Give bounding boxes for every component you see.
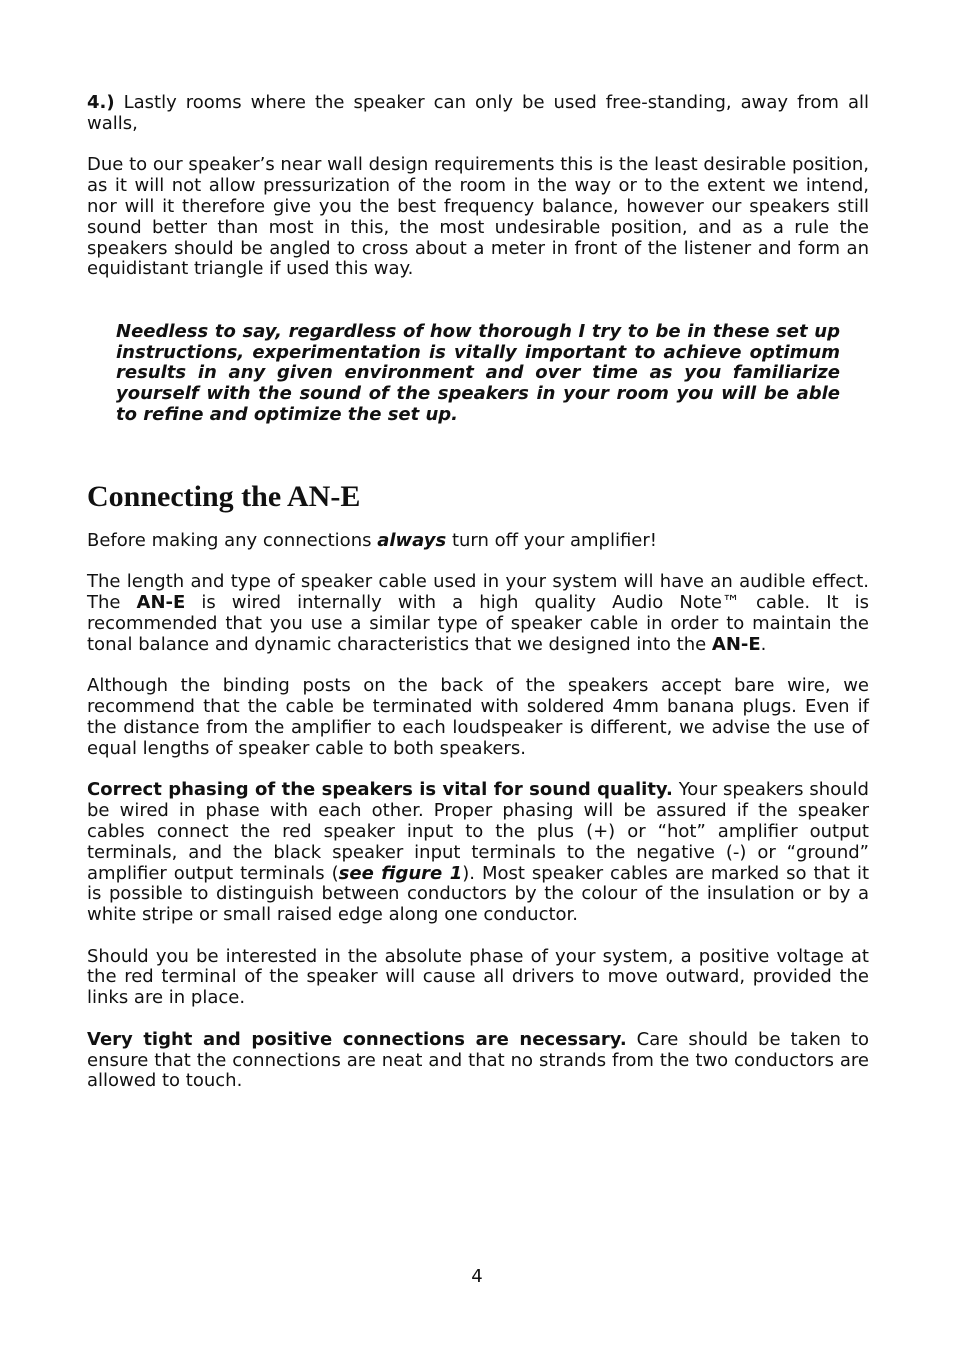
paragraph-placement-description: Due to our speaker’s near wall design requirements this is the least desirable position, as it will not allow pressurization of the room in the way or to the extent we intend, nor will it therefore give you the best frequency balance, however our speakers still sound better than most in this, the most undesirable position, and as a rule the speakers should be angled to cross about a meter in front of the listener and form an equidistant triangle if used this way. <box>87 154 869 280</box>
tight-text: Care should be taken to ensure that the connections are neat and that no strands from the two conductors are allowed to touch. <box>87 1028 869 1092</box>
tight-lead: Very tight and positive connections are necessary. <box>87 1028 627 1050</box>
page-content <box>87 93 869 1113</box>
model-name: AN-E <box>711 633 761 655</box>
paragraph-free-standing <box>87 93 869 135</box>
paragraph-tight-connections <box>87 1030 869 1092</box>
item-number: 4.) <box>87 92 115 113</box>
paragraph-speaker-cable <box>87 572 869 655</box>
paragraph-amplifier-warning <box>87 531 869 552</box>
cable-text-a: The length and type of speaker cable used in your system will have an audible effect. The <box>87 571 869 614</box>
experimentation-note: Needless to say, regardless of how thorough I try to be in these set up instructions, experimentation is vitally important to achieve optimum results in any given environment and over time as you familiarize yourself with the sound of the speakers in your room you will be able to refine and optimize the set up. <box>116 320 840 425</box>
model-name: AN-E <box>136 592 186 614</box>
figure-reference: see figure 1 <box>338 862 463 884</box>
phasing-text-a: Your speakers should be wired in phase with each other. Proper phasing will be assured if the speaker cables connect the red speaker input to the plus (+) or “hot” amplifier output terminals, and the black speaker input terminals to the negative (-) or “ground” amplifier output terminals ( <box>87 779 869 884</box>
warning-emphasis: always <box>377 529 447 551</box>
paragraph-binding-posts: Although the binding posts on the back of the speakers accept bare wire, we recommend that the cable be terminated with soldered 4mm banana plugs. Even if the distance from the amplifier to each loudspeaker is different, we advise the use of equal lengths of speaker cable to both speakers. <box>87 675 869 759</box>
paragraph-phasing <box>87 780 869 926</box>
item-text: Lastly rooms where the speaker can only be used free-standing, away from all walls, <box>87 92 869 134</box>
warning-text-before: Before making any connections <box>87 529 378 551</box>
cable-text-c: . <box>760 633 767 655</box>
phasing-lead: Correct phasing of the speakers is vital for sound quality. <box>87 779 673 801</box>
page-number: 4 <box>471 1266 483 1287</box>
warning-text-after: turn off your amplifier! <box>446 529 657 551</box>
paragraph-absolute-phase: Should you be interested in the absolute phase of your system, a positive voltage at the red terminal of the speaker will cause all drivers to move outward, provided the links are in place. <box>87 945 869 1009</box>
cable-text-b: is wired internally with a high quality Audio Note™ cable. It is recommended that you use a similar type of speaker cable in order to maintain the tonal balance and dynamic characteristics that we designed into the <box>87 592 870 655</box>
section-heading: Connecting the AN-E <box>87 479 361 513</box>
phasing-text-b: ). Most speaker cables are marked so that it is possible to distinguish between conductors by the colour of the insulation or by a white stripe or small raised edge along one conductor. <box>87 862 870 926</box>
